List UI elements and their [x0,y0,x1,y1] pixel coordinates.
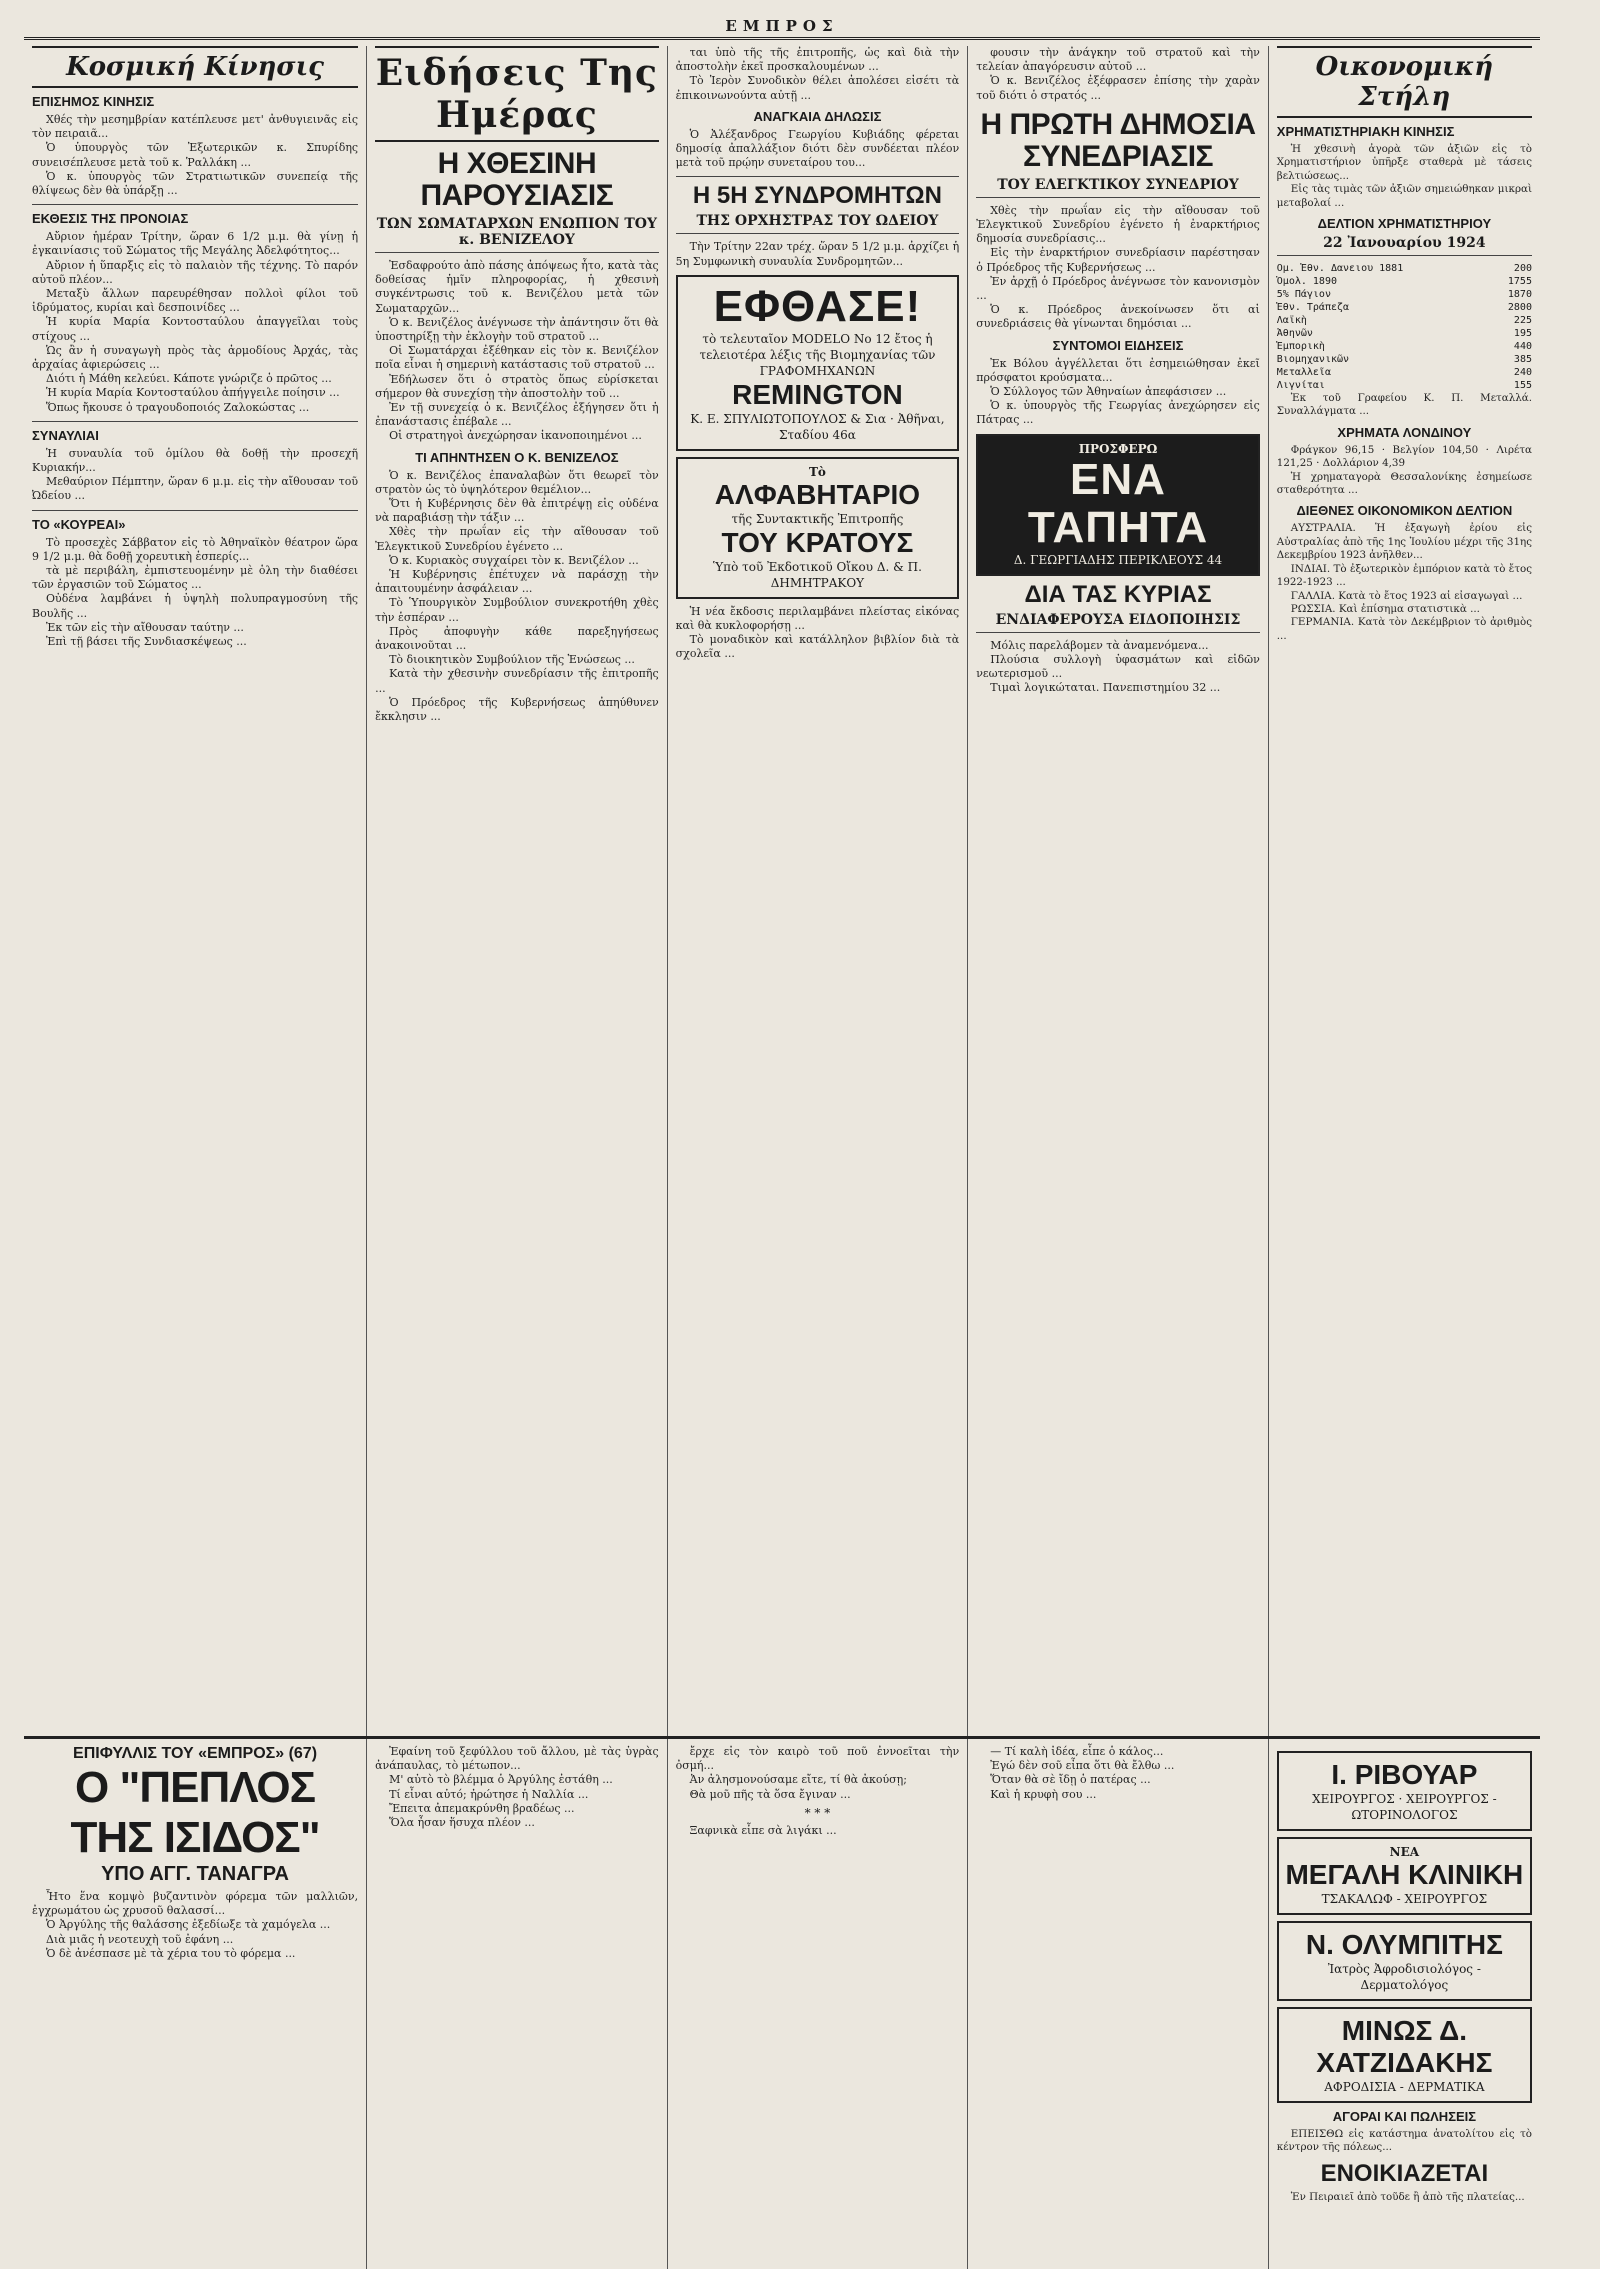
ad-headline: ΕΝΑ ΤΑΠΗΤΑ [1027,454,1209,552]
ad-clinic [1277,1837,1532,1915]
banner-social: Κοσμική Κίνησις [32,46,358,88]
bulletin-date: 22 Ἰανουαρίου 1924 [1277,235,1532,256]
article-text: Ἐσδαφρούτο ἀπὸ πάσης ἀπόψεως ἦτο, κατὰ τὰς δοθείσας ἡμῖν πληροφορίας, ἡ χθεσινὴ συγκέντρωσις τοῦ κ. Βενιζέλου μετὰ τῶν Σωματαρχῶν... [375,259,659,315]
top-section [24,46,1540,1736]
ad-body: τῆς Συντακτικῆς Ἐπιτροπῆς [731,511,904,526]
table-row: Ὁμολ. 1890 1755 [1276,276,1532,288]
banner-news: Ειδήσεις Της Ημέρας [375,46,659,142]
ad-headline: ΕΦΘΑΣΕ! [713,281,922,331]
subheadline-presentation: ΤΩΝ ΣΩΜΑΤΑΡΧΩΝ ΕΝΩΠΙΟΝ ΤΟΥ κ. ΒΕΝΙΖΕΛΟΥ [375,216,659,253]
subheadline-ladies: ΕΝΔΙΑΦΕΡΟΥΣΑ ΕΙΔΟΠΟΙΗΣΙΣ [976,612,1260,633]
table-row: Λαϊκὴ 225 [1276,315,1532,327]
headline-statement: ΑΝΑΓΚΑΙΑ ΔΗΛΩΣΙΣ [753,108,882,124]
section-head: ΕΚΘΕΣΙΣ ΤΗΣ ΠΡΟΝΟΙΑΣ [32,211,189,227]
ad-body: Ἰατρὸς Ἀφροδισιολόγος - Δερματολόγος [1327,1962,1481,1992]
story-text: — Τί καλὴ ἰδέα, εἶπε ὁ κάλος... [990,1745,1164,1758]
feuilleton-header [32,1745,358,1886]
table-row: Βιομηχανικῶν 385 [1276,354,1532,366]
headline-trade: ΑΓΟΡΑΙ ΚΑΙ ΠΩΛΗΣΕΙΣ [1332,2109,1477,2124]
table-row: Ομ. Ἐθν. Δανειου 1881 200 [1276,263,1532,275]
table-row: Μεταλλεῖα 240 [1276,367,1532,379]
headline-bulletin: ΔΕΛΤΙΟΝ ΧΡΗΜΑΤΙΣΤΗΡΙΟΥ [1317,216,1492,232]
table-row: Ἐμπορικὴ 440 [1276,341,1532,353]
column-story-4: — Τί καλὴ ἰδέα, εἶπε ὁ κάλος... Ἐγώ δὲν σοῦ εἶπα ὅτι θὰ ἔλθω ... Ὅταν θὰ σὲ ἴδῃ ὁ πατέρας ... Καὶ ἡ κρυφὴ σου ... [968,1739,1269,2269]
column-classifieds [1269,1739,1540,2269]
column-notices: ται ὑπὸ τῆς τῆς ἐπιτροπῆς, ὡς καὶ διὰ τὴν ἀποστολὴν ἐκεῖ προσκαλουμένων ... Τὸ Ἱερὸν Συνοδικὸν θέλει ἀπολέσει εἰσέτι τὰ ἐπικοινωνούντα αὐτῇ ... ΑΝΑΓΚΑΙΑ ΔΗΛΩΣΙΣ Ὁ Ἀλέξανδρος Γεωργίου Κυβιάδης φέρεται δημοσίᾳ ἀπαλλάξιον διότι δὲν συνδέεται πλέον μετὰ τοῦ πρῴην συνεταίρου του... Η 5Η ΣΥΝΔΡΟΜΗΤΩΝ ΤΗΣ ΟΡΧΗΣΤΡΑΣ ΤΟΥ ΩΔΕΙΟΥ Τὴν Τρίτην 22αν τρέχ. ὥραν 5 1/2 μ.μ. ἀρχίζει ἡ 5η Συμφωνικὴ συναυλία Συνδρομητῶν... ΕΦΘΑΣΕ! τὸ τελευταῖον ΜΟDΕLΟ Νο 12 ἔτος ἡ τελειοτέρα λέξις τῆς Βιομηχανίας τῶν ΓΡΑΦΟΜΗΧΑΝΩΝ REMINGTON Κ. Ε. ΣΠΥΛΙΩΤΟΠΟΥΛΟΣ & Σια · Ἀθῆναι, Σταδίου 46α Τὸ ΑΛΦΑΒΗΤΑΡΙΟ τῆς Συντακτικῆς Ἐπιτροπῆς ΤΟΥ ΚΡΑΤΟΥΣ Ὑπὸ τοῦ Ἐκδοτικοῦ Οἴκου Δ. & Π. ΔΗΜΗΤΡΑΚΟΥ Ἡ νέα ἔκδοσις περιλαμβάνει πλείστας εἰκόνας καὶ θὰ κυκλοφορήσῃ ... Τὸ μοναδικὸν καὶ κατάλληλον βιβλίον διὰ τὰ σχολεῖα ... [668,46,969,1736]
ad-pre: ΝΕΑ [1389,1845,1420,1859]
ad-dermatologist [1277,2007,1532,2103]
ad-name: Ι. ΡΙΒΟΥΑΡ [1331,1759,1478,1790]
ad-address: Κ. Ε. ΣΠΥΛΙΩΤΟΠΟΥΛΟΣ & Σια · Ἀθῆναι, Σταδίου 46α [690,411,945,442]
feuilleton-title: Ο "ΠΕΠΛΟΣ ΤΗΣ ΙΣΙΔΟΣ" [70,1763,320,1862]
feuilleton-author: ΥΠΟ ΑΓΓ. ΤΑΝΑΓΡΑ [101,1863,290,1885]
headline-ladies: ΔΙΑ ΤΑΣ ΚΥΡΙΑΣ [1024,580,1212,608]
column-finance: Οικονομική Στήλη ΧΡΗΜΑΤΙΣΤΗΡΙΑΚΗ ΚΙΝΗΣΙΣ Ἡ χθεσινὴ ἀγορὰ τῶν ἀξιῶν εἰς τὸ Χρηματιστήριον ὑπῆρξε σταθερὰ μὲ τάσεις βελτιώσεως... Εἰς τὰς τιμὰς τῶν ἀξιῶν σημειώθηκαν μικραὶ μεταβολαί ... ΔΕΛΤΙΟΝ ΧΡΗΜΑΤΙΣΤΗΡΙΟΥ 22 Ἰανουαρίου 1924 Ομ. Ἐθν. Δανειου 1881 200 Ὁμολ. 1890 1755 5% Πάγιον 1870 Ἐθν. Τράπεζα 2800 Λαϊκὴ 225 Ἀθηνῶν 195 Ἐμπορικὴ 440 Βιομηχανικῶν 385 Μεταλλεῖα 240 Λιγνίται 155 Ἐκ τοῦ Γραφείου Κ. Π. Μεταλλά. Συναλλάγματα ... ΧΡΗΜΑΤΑ ΛΟΝΔΙΝΟΥ Φράγκον 96,15 · Βελγίον 104,50 · Λιρέτα 121,25 · Δολλάριον 4,39 Ἡ χρηματαγορὰ Θεσσαλονίκης ἐσημείωσε σταθερότητα ... ΔΙΕΘΝΕΣ ΟΙΚΟΝΟΜΙΚΟΝ ΔΕΛΤΙΟΝ ΑΥΣΤΡΑΛΙΑ. Ἡ ἐξαγωγὴ ἐρίου εἰς Αὐστραλίας ἀπὸ τῆς 1ης Ἰουλίου μέχρι τῆς 31ης Δεκεμβρίου 1923 ἀνῆλθεν... ΙΝΔΙΑΙ. Τὸ ἐξωτερικὸν ἐμπόριον κατὰ τὸ ἔτος 1922-1923 ... ΓΑΛΛΙΑ. Κατὰ τὸ ἔτος 1923 αἱ εἰσαγωγαὶ ... ΡΩΣΣΙΑ. Καὶ ἐπίσημα στατιστικὰ ... ΓΕΡΜΑΝΙΑ. Κατὰ τὸν Δεκέμβριον τὸ ἀριθμὸς ... [1269,46,1540,1736]
subheadline-session: ΤΟΥ ΕΛΕΓΚΤΙΚΟΥ ΣΥΝΕΔΡΙΟΥ [976,177,1260,198]
separator: * * * [804,1805,831,1820]
ad-body: τὸ τελευταῖον ΜΟDΕLΟ Νο 12 ἔτος ἡ τελειοτέρα λέξις τῆς Βιομηχανίας τῶν ΓΡΑΦΟΜΗΧΑΝΩΝ [699,331,936,378]
ad-body: ΑΦΡΟΔΙΣΙΑ - ΔΕΡΜΑΤΙΚΑ [1324,2080,1485,2094]
feuilleton-label: ΕΠΙΦΥΛΛΙΣ ΤΟΥ «ΕΜΠΡΟΣ» (67) [73,1745,318,1762]
column-feuilleton: ΕΠΙΦΥΛΛΙΣ ΤΟΥ «ΕΜΠΡΟΣ» (67) Ο "ΠΕΠΛΟΣ ΤΗΣ ΙΣΙΔΟΣ" ΥΠΟ ΑΓΓ. ΤΑΝΑΓΡΑ Ἦτο ἕνα κομψὸ βυζαντινὸν φόρεμα τῶν μαλλιῶν, ἐγχρωμάτου ὡς χρυσοῦ θαλασσί... Ὁ Ἀργύλης τῆς θαλάσσης ἐξεδίωξε τὰ χαμόγελα ... Διὰ μιᾶς ἡ νεοτευχὴ τοῦ ἐφάνη ... Ὁ δὲ ἀνέσπασε μὲ τὰ χέρια του τὸ φόρεμα ... [24,1739,367,2269]
feuilleton-text: Ἦτο ἕνα κομψὸ βυζαντινὸν φόρεμα τῶν μαλλιῶν, ἐγχρωμάτου ὡς χρυσοῦ θαλασσί... [32,1890,359,1918]
article-text: Ἐκ Βόλου ἀγγέλλεται ὅτι ἐσημειώθησαν ἐκεῖ πρόσφατοι κρούσματα... [976,356,1260,384]
classified-text: Ἐν Πειραιεῖ ἀπὸ τοῦδε ἢ ἀπὸ τῆς πλατείας... [1290,2190,1525,2203]
bottom-section [24,1736,1540,2269]
section-head: ΣΥΝΑΥΛΙΑΙ [32,427,99,443]
notice-text: Τὴν Τρίτην 22αν τρέχ. ὥραν 5 1/2 μ.μ. ἀρχίζει ἡ 5η Συμφωνικὴ συναυλία Συνδρομητῶν... [675,240,960,268]
ad-pre: ΠΡΟΣΦΕΡΩ [1078,441,1158,456]
ad-name: ΜΙΝΩΣ Δ. ΧΑΤΖΙΔΑΚΗΣ [1316,2015,1493,2078]
table-row: 5% Πάγιον 1870 [1276,289,1532,301]
subheadline-concert: ΤΗΣ ΟΡΧΗΣΤΡΑΣ ΤΟΥ ΩΔΕΙΟΥ [676,213,960,234]
ad-headline: ΜΕΓΑΛΗ ΚΛΙΝΙΚΗ [1285,1859,1524,1890]
ad-subhead: ΤΟΥ ΚΡΑΤΟΥΣ [721,526,914,558]
section-head: ΕΠΙΣΗΜΟΣ ΚΙΝΗΣΙΣ [32,94,155,109]
headline-concert: Η 5Η ΣΥΝΔΡΟΜΗΤΩΝ [692,182,942,210]
ad-remington [676,275,960,451]
headline-international: ΔΙΕΘΝΕΣ ΟΙΚΟΝΟΜΙΚΟΝ ΔΕΛΤΙΟΝ [1296,503,1513,519]
column-news: Ειδήσεις Της Ημέρας Η ΧΘΕΣΙΝΗ ΠΑΡΟΥΣΙΑΣΙΣ ΤΩΝ ΣΩΜΑΤΑΡΧΩΝ ΕΝΩΠΙΟΝ ΤΟΥ κ. ΒΕΝΙΖΕΛΟΥ Ἐσδαφρούτο ἀπὸ πάσης ἀπόψεως ἦτο, κατὰ τὰς δοθείσας ἡμῖν πληροφορίας, ἡ χθεσινὴ συγκέντρωσις τοῦ κ. Βενιζέλου μετὰ τῶν Σωματαρχῶν... Ὁ κ. Βενιζέλος ἀνέγνωσε τὴν ἀπάντησιν ὅτι θὰ ὑποστηρίξῃ τὴν ἐκλογὴν τοῦ στρατοῦ ... Οἱ Σωματάρχαι ἐξέθηκαν εἰς τὸν κ. Βενιζέλον ποῖα εἶναι ἡ σημερινὴ κατάστασις τοῦ στρατοῦ ... Ἐδήλωσεν ὅτι ὁ στρατὸς ὅπως εὑρίσκεται σήμερον θὰ συνεχίσῃ τὴν ἀποστολὴν τοῦ ... Ἐν τῇ συνεχείᾳ ὁ κ. Βενιζέλος ἐξήγησεν ὅτι ἡ ἐπανάστασις ἐπέβαλε ... Οἱ στρατηγοὶ ἀνεχώρησαν ἱκανοποιημένοι ... ΤΙ ΑΠΗΝΤΗΣΕΝ Ο Κ. ΒΕΝΙΖΕΛΟΣ Ὁ κ. Βενιζέλος ἐπαναλαβὼν ὅτι θεωρεῖ τὸν στρατὸν ὡς τὸ ὑψηλότερον θεμέλιον... Ὅτι ἡ Κυβέρνησις δὲν θὰ ἐπιτρέψῃ εἰς οὐδένα νὰ παραβιάσῃ τὴν τάξιν ... Χθὲς τὴν πρωΐαν εἰς τὴν αἴθουσαν τοῦ Ἐλεγκτικοῦ Συνεδρίου ἐγένετο ... Ὁ κ. Κυριακὸς συγχαίρει τὸν κ. Βενιζέλον ... Ἡ Κυβέρνησις ἐπέτυχεν νὰ παράσχῃ τὴν ἀπαιτουμένην ἀσφάλειαν ... Τὸ Ὑπουργικὸν Συμβούλιον συνεκροτήθη χθὲς τὴν ἑσπέραν ... Πρὸς ἀποφυγὴν κάθε παρεξηγήσεως ἀνακοινοῦται ... Τὸ διοικητικὸν Συμβούλιον τῆς Ἑνώσεως ... Κατὰ τὴν χθεσινὴν συνεδρίασιν τῆς ἐπιτροπῆς ... Ὁ Πρόεδρος τῆς Κυβερνήσεως ἀπηύθυνεν ἔκκλησιν ... [367,46,668,1736]
ad-doctor [1277,1921,1532,2001]
table-row: Λιγνίται 155 [1276,380,1532,392]
article-text: Χθὲς τὴν πρωΐαν εἰς τὴν αἴθουσαν τοῦ Ἐλεγκτικοῦ Συνεδρίου ἐγένετο ἡ ἐναρκτήριος δημοσία συνεδρίασις... [976,203,1260,246]
ad-surgeon [1277,1751,1532,1831]
finance-text: Ἡ χθεσινὴ ἀγορὰ τῶν ἀξιῶν εἰς τὸ Χρηματιστήριον ὑπῆρξε σταθερὰ μὲ τάσεις βελτιώσεως... [1276,143,1532,182]
table-row: Ἀθηνῶν 195 [1276,328,1532,340]
ad-name: Ν. ΟΛΥΜΠΙΤΗΣ [1305,1929,1503,1960]
story-text: ἔρχε εἰς τὸν καιρὸ τοῦ ποῦ ἐννοεῖται τὴν ὀσμή... [675,1745,960,1773]
headline-london: ΧΡΗΜΑΤΑ ΛΟΝΔΙΝΟΥ [1337,424,1472,440]
column-story-3: ἔρχε εἰς τὸν καιρὸ τοῦ ποῦ ἐννοεῖται τὴν ὀσμή... Ἀν ἀλησμονούσαμε εἴτε, τί θὰ ἀκούσῃ; Θὰ μοῦ πῆς τὰ ὅσα ἔγιναν ... * * * Ξαφνικὰ εἶπε σὰ λιγάκι ... [668,1739,969,2269]
column-story-2: Ἐφαίνη τοῦ ξεφύλλου τοῦ ἄλλου, μὲ τὰς ὑγρὰς ἀνάπαυλας, τὸ μέτωπον... Μ' αὐτὸ τὸ βλέμμα ὁ Ἀργύλης ἐστάθη ... Τί εἶναι αὐτό; ἠρώτησε ἡ Ναλλία ... Ἔπειτα ἀπεμακρύνθη βραδέως ... Ὅλα ἦσαν ἥσυχα πλέον ... [367,1739,668,2269]
headline-presentation: Η ΧΘΕΣΙΝΗ ΠΑΡΟΥΣΙΑΣΙΣ [420,147,614,212]
headline-reply: ΤΙ ΑΠΗΝΤΗΣΕΝ Ο Κ. ΒΕΝΙΖΕΛΟΣ [415,449,619,465]
section-text: Χθές τὴν μεσημβρίαν κατέπλευσε μετ' ἀνθυγιεινᾶς εἰς τὸν πειραιᾶ... [32,113,359,141]
section-text: Αὔριον ἡμέραν Τρίτην, ὥραν 6 1/2 μ.μ. θὰ γίνῃ ἡ ἐγκαινίασις τοῦ Σώματος τῆς Μεγάλης Ἀδελφότητος... [32,230,359,258]
section-text: Ἡ συναυλία τοῦ ὁμίλου θὰ δοθῇ τὴν προσεχῆ Κυριακήν... [32,446,359,475]
headline-brief: ΣΥΝΤΟΜΟΙ ΕΙΔΗΣΕΙΣ [1052,337,1184,353]
classified-text: ΕΠΕΙΣΘΩ εἰς κατάστημα ἀνατολίτου εἰς τὸ κέντρον τῆς πόλεως... [1276,2128,1532,2154]
banner-finance: Οικονομική Στήλη [1277,46,1532,118]
ad-body: ΧΕΙΡΟΥΡΓΟΣ · ΧΕΙΡΟΥΡΓΟΣ - ΩΤΟΡΙΝΟΛΟΓΟΣ [1312,1792,1497,1822]
ad-address: Δ. ΓΕΩΡΓΙΑΔΗΣ ΠΕΡΙΚΛΕΟΥΣ 44 [1013,552,1223,567]
headline-market: ΧΡΗΜΑΤΙΣΤΗΡΙΑΚΗ ΚΙΝΗΣΙΣ [1276,124,1455,139]
ad-alphabet-book [676,457,960,599]
headline-session: Η ΠΡΩΤΗ ΔΗΜΟΣΙΑ ΣΥΝΕΔΡΙΑΣΙΣ [980,107,1256,173]
notice-text: Ὁ Ἀλέξανδρος Γεωργίου Κυβιάδης φέρεται δημοσίᾳ ἀπαλλάξιον διότι δὲν συνδέεται πλέον μετὰ τοῦ πρῴην συνεταίρου του... [675,127,960,170]
ad-publisher: Ὑπὸ τοῦ Ἐκδοτικοῦ Οἴκου Δ. & Π. ΔΗΜΗΤΡΑΚΟΥ [712,559,922,590]
story-text: Ἐφαίνη τοῦ ξεφύλλου τοῦ ἄλλου, μὲ τὰς ὑγρὰς ἀνάπαυλας, τὸ μέτωπον... [375,1745,659,1773]
kouriai-text: Τὸ προσεχὲς Σάββατον εἰς τὸ Ἀθηναϊκὸν θέατρον ὥρα 9 1/2 μ.μ. θὰ δοθῇ χορευτικὴ ἑσπερίς... [32,535,359,563]
masthead-title: ΕΜΠΡΟΣ [725,16,839,35]
ad-brand: REMINGTON [732,378,903,410]
finance-text: Φράγκον 96,15 · Βελγίον 104,50 · Λιρέτα 121,25 · Δολλάριον 4,39 [1276,443,1532,470]
article-text: Μόλις παρελάβομεν τὰ ἀναμενόμενα... [990,638,1209,652]
ad-carpet [976,434,1260,576]
ad-headline: ΑΛΦΑΒΗΤΑΡΙΟ [714,478,921,510]
table-row: Ἐθν. Τράπεζα 2800 [1276,302,1532,314]
column-court: φουσιν τὴν ἀνάγκην τοῦ στρατοῦ καὶ τὴν τελείαν ἀπαγόρευσιν αὐτοῦ ... Ὁ κ. Βενιζέλος ἐξέφρασεν ἐπίσης τὴν χαρὰν τοῦ διότι ὁ στρατός ... Η ΠΡΩΤΗ ΔΗΜΟΣΙΑ ΣΥΝΕΔΡΙΑΣΙΣ ΤΟΥ ΕΛΕΓΚΤΙΚΟΥ ΣΥΝΕΔΡΙΟΥ Χθὲς τὴν πρωΐαν εἰς τὴν αἴθουσαν τοῦ Ἐλεγκτικοῦ Συνεδρίου ἐγένετο ἡ ἐναρκτήριος δημοσία συνεδρίασις... Εἰς τὴν ἐναρκτήριον συνεδρίασιν παρέστησαν ὁ Πρόεδρος τῆς Κυβερνήσεως ... Ἐν ἀρχῇ ὁ Πρόεδρος ἀνέγνωσε τὸν κανονισμὸν ... Ὁ κ. Πρόεδρος ἀνεκοίνωσεν ὅτι αἱ συνεδριάσεις θὰ γίνωνται δημόσιαι ... ΣΥΝΤΟΜΟΙ ΕΙΔΗΣΕΙΣ Ἐκ Βόλου ἀγγέλλεται ὅτι ἐσημειώθησαν ἐκεῖ πρόσφατοι κρούσματα... Ὁ Σύλλογος τῶν Ἀθηναίων ἀπεφάσισεν ... Ὁ κ. ὑπουργὸς τῆς Γεωργίας ἀνεχώρησεν εἰς Πάτρας ... ΠΡΟΣΦΕΡΩ ΕΝΑ ΤΑΠΗΤΑ Δ. ΓΕΩΡΓΙΑΔΗΣ ΠΕΡΙΚΛΕΟΥΣ 44 ΔΙΑ ΤΑΣ ΚΥΡΙΑΣ ΕΝΔΙΑΦΕΡΟΥΣΑ ΕΙΔΟΠΟΙΗΣΙΣ Μόλις παρελάβομεν τὰ ἀναμενόμενα... Πλούσια συλλογὴ ὑφασμάτων καὶ εἰδῶν νεωτερισμοῦ ... Τιμαὶ λογικώταται. Πανεπιστημίου 32 ... [968,46,1269,1736]
column-social: Κοσμική Κίνησις ΕΠΙΣΗΜΟΣ ΚΙΝΗΣΙΣ Χθές τὴν μεσημβρίαν κατέπλευσε μετ' ἀνθυγιεινᾶς εἰς τὸν πειραιᾶ... Ὁ ὑπουργὸς τῶν Ἐξωτερικῶν κ. Σπυρίδης συνεισέπλευσε μετὰ τοῦ κ. Ῥαλλάκη ... Ὁ κ. ὑπουργὸς τῶν Στρατιωτικῶν συνεπείᾳ τῆς θλίψεως δὲν θὰ ὑπάρξῃ ... ΕΚΘΕΣΙΣ ΤΗΣ ΠΡΟΝΟΙΑΣ Αὔριον ἡμέραν Τρίτην, ὥραν 6 1/2 μ.μ. θὰ γίνῃ ἡ ἐγκαινίασις τοῦ Σώματος τῆς Μεγάλης Ἀδελφότητος... Αὔριον ἡ ὕπαρξις εἰς τὸ παλαιὸν τῆς τέχνης. Τὸ παρόν αὐτοῦ πλέον... Μεταξὺ ἄλλων παρευρέθησαν πολλοὶ φίλοι τοῦ ἱδρύματος, κυρίαι καὶ δεσποινίδες ... Ἡ κυρία Μαρία Κοντοσταύλου ἀπαγγεῖλαι τοὺς στίχους ... Ὡς ἂν ἡ συναγωγὴ πρὸς τὰς ἁρμοδίους Ἀρχάς, τὰς ἀρχαίας ἀφιερώσεις ... Διότι ἡ Μάθη κελεύει. Κάποτε γνώριζε ὁ πρῶτος ... Ἡ κυρία Μαρία Κοντοσταύλου ἀπήγγειλε ποίησιν ... Ὅπως ἤκουσε ὁ τραγουδοποιός Ζαλοκώστας ... ΣΥΝΑΥΛΙΑΙ Ἡ συναυλία τοῦ ὁμίλου θὰ δοθῇ τὴν προσεχῆ Κυριακήν... Μεθαύριον Πέμπτην, ὥραν 6 μ.μ. εἰς τὴν αἴθουσαν τοῦ Ὠδείου ... ΤΟ «ΚΟΥΡΕΑΙ» Τὸ προσεχὲς Σάββατον εἰς τὸ Ἀθηναϊκὸν θέατρον ὥρα 9 1/2 μ.μ. θὰ δοθῇ χορευτικὴ ἑσπερίς... τὰ μὲ περιβάλη, ἐμπιστευομένην μὲ ὁλη τὴν διαθέσει τῶν ἐργασιῶν τοῦ Σώματος ... Οὐδένα λαμβάνει ἡ ὑψηλὴ πολυπραγμοσύνη τῆς Βουλῆς ... Ἐκ τῶν εἰς τὴν αἴθουσαν ταύτην ... Ἐπὶ τῇ βάσει τῆς Συνδιασκέψεως ... [24,46,367,1736]
article-text: Ὁ κ. Βενιζέλος ἐπαναλαβὼν ὅτι θεωρεῖ τὸν στρατὸν ὡς τὸ ὑψηλότερον θεμέλιον... [375,468,659,496]
ad-pre: Τὸ [808,464,826,479]
masthead [24,14,1540,40]
price-table [1277,262,1532,392]
kouriai-head: ΤΟ «ΚΟΥΡΕΑΙ» [32,516,126,532]
finance-text: ΑΥΣΤΡΑΛΙΑ. Ἡ ἐξαγωγὴ ἐρίου εἰς Αὐστραλίας ἀπὸ τῆς 1ης Ἰουλίου μέχρι τῆς 31ης Δεκεμβρίου 1923 ἀνῆλθεν... [1276,522,1532,562]
ad-body: ΤΣΑΚΑΛΩΦ - ΧΕΙΡΟΥΡΓΟΣ [1321,1892,1488,1906]
headline-rent: ΕΝΟΙΚΙΑΖΕΤΑΙ [1320,2159,1489,2187]
